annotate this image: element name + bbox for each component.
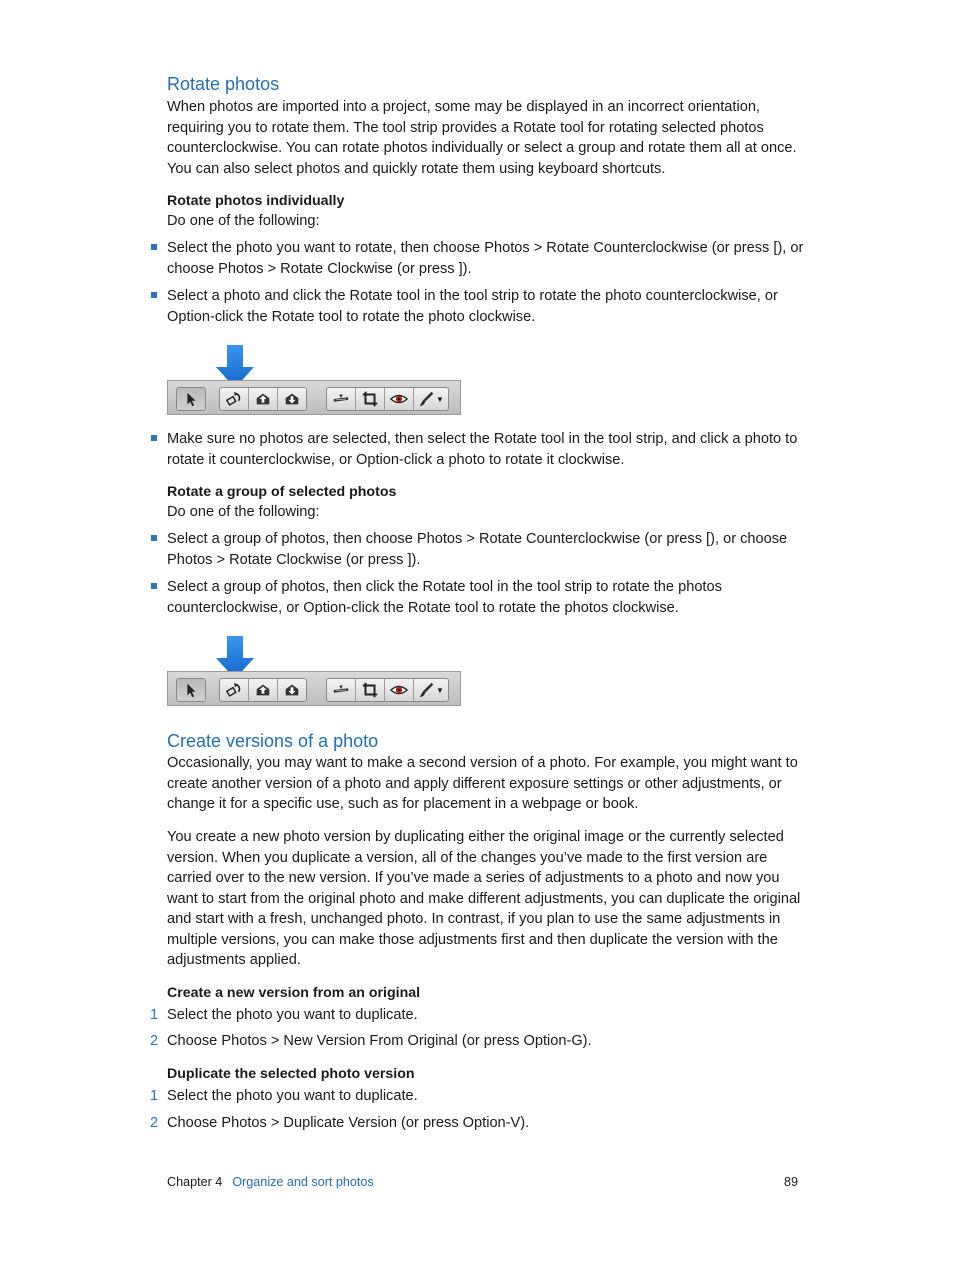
straighten-tool-button[interactable] [327, 388, 356, 410]
lift-icon [254, 681, 272, 699]
lead-text: Do one of the following: [167, 504, 320, 520]
pointer-tool-button[interactable] [177, 679, 205, 701]
straighten-tool-button[interactable] [327, 679, 356, 701]
versions-paragraph-1: Occasionally, you may want to make a second version of a photo. For example, you might want to create another version of a photo and apply different exposure settings or other adjustments, or change it for a specific use, such as for placement in a webpage or book. [167, 755, 798, 812]
bullet-marker [151, 244, 157, 250]
pointer-icon [182, 390, 200, 408]
rotate-icon [225, 681, 243, 699]
list-item: Select a group of photos, then click the Rotate tool in the tool strip to rotate the photos counterclockwise, or Option-click the Rotate tool to rotate the photos clockwise. [167, 579, 722, 616]
pointer-tool-button[interactable] [177, 388, 205, 410]
step-number: 1 [150, 1088, 159, 1104]
crop-tool-button[interactable] [356, 388, 385, 410]
step-text: Choose Photos > Duplicate Version (or press Option-V). [167, 1115, 530, 1131]
footer [167, 1174, 374, 1190]
rotate-tool-button[interactable] [220, 679, 249, 701]
footer-chapter: Chapter 4 [167, 1175, 223, 1189]
crop-icon [361, 681, 379, 699]
straighten-icon [332, 390, 350, 408]
rotate-tool-button[interactable] [220, 388, 249, 410]
brush-icon [418, 681, 436, 699]
bullet-marker [151, 583, 157, 589]
bullet-marker [151, 435, 157, 441]
lift-tool-button[interactable] [249, 388, 278, 410]
section-title-create-versions: Create versions of a photo [167, 731, 379, 751]
subheading-rotate-group: Rotate a group of selected photos [167, 484, 397, 500]
step-number: 2 [150, 1033, 159, 1049]
chevron-down-icon: ▼ [436, 685, 444, 695]
list-item: Select a group of photos, then choose Photos > Rotate Counterclockwise (or press [), or choose Photos > Rotate Clockwise (or press ]). [167, 531, 788, 568]
footer-chapter-link[interactable]: Organize and sort photos [232, 1175, 374, 1189]
brush-icon [418, 390, 436, 408]
stamp-tool-button[interactable] [278, 388, 306, 410]
section-title-rotate-photos: Rotate photos [167, 74, 280, 94]
pointer-icon [182, 681, 200, 699]
bullet-marker [151, 535, 157, 541]
crop-tool-button[interactable] [356, 679, 385, 701]
list-item: Make sure no photos are selected, then select the Rotate tool in the tool strip, and click a photo to rotate it counterclockwise, or Option-click a photo to rotate it clockwise. [167, 431, 798, 468]
lift-tool-button[interactable] [249, 679, 278, 701]
brush-tool-button[interactable] [414, 388, 448, 410]
brush-tool-button[interactable] [414, 679, 448, 701]
red-eye-icon [390, 390, 408, 408]
stamp-icon [283, 681, 301, 699]
lift-icon [254, 390, 272, 408]
stamp-icon [283, 390, 301, 408]
subheading-duplicate-version: Duplicate the selected photo version [167, 1066, 415, 1082]
tool-strip [167, 380, 461, 415]
rotate-intro-paragraph: When photos are imported into a project, some may be displayed in an incorrect orientation, requiring you to rotate them. The tool strip provides a Rotate tool for rotating selected photos counterclockwise. You can rotate photos individually or select a group and rotate them all at once. You can also select photos and quickly rotate them using keyboard shortcuts. [167, 99, 797, 177]
chevron-down-icon: ▼ [436, 394, 444, 404]
lead-text: Do one of the following: [167, 213, 320, 229]
step-number: 2 [150, 1115, 159, 1131]
rotate-icon [225, 390, 243, 408]
stamp-tool-button[interactable] [278, 679, 306, 701]
red-eye-tool-button[interactable] [385, 388, 414, 410]
step-number: 1 [150, 1007, 159, 1023]
red-eye-icon [390, 681, 408, 699]
list-item: Select a photo and click the Rotate tool in the tool strip to rotate the photo counterclockwise, or Option-click the Rotate tool to rotate the photo clockwise. [167, 288, 778, 325]
subheading-new-version-from-original: Create a new version from an original [167, 985, 421, 1001]
straighten-icon [332, 681, 350, 699]
red-eye-tool-button[interactable] [385, 679, 414, 701]
page-number: 89 [783, 1175, 798, 1189]
step-text: Choose Photos > New Version From Original (or press Option-G). [167, 1033, 592, 1049]
crop-icon [361, 390, 379, 408]
bullet-marker [151, 292, 157, 298]
list-item: Select the photo you want to rotate, then choose Photos > Rotate Counterclockwise (or press [), or choose Photos > Rotate Clockwise (or press ]). [167, 240, 804, 277]
step-text: Select the photo you want to duplicate. [167, 1007, 418, 1023]
tool-strip [167, 671, 461, 706]
step-text: Select the photo you want to duplicate. [167, 1088, 418, 1104]
versions-paragraph-2: You create a new photo version by duplicating either the original image or the currently selected version. When you duplicate a version, all of the changes you’ve made to the first version are carried over to the new version. If you’ve made a series of adjustments to a photo and now you want to start from the original photo and make different adjustments, you can duplicate the original and start with a fresh, unchanged photo. In contrast, if you plan to use the same adjustments in multiple versions, you can make those adjustments first and then duplicate the version with the adjustments applied. [167, 829, 801, 968]
subheading-rotate-individually: Rotate photos individually [167, 193, 345, 209]
